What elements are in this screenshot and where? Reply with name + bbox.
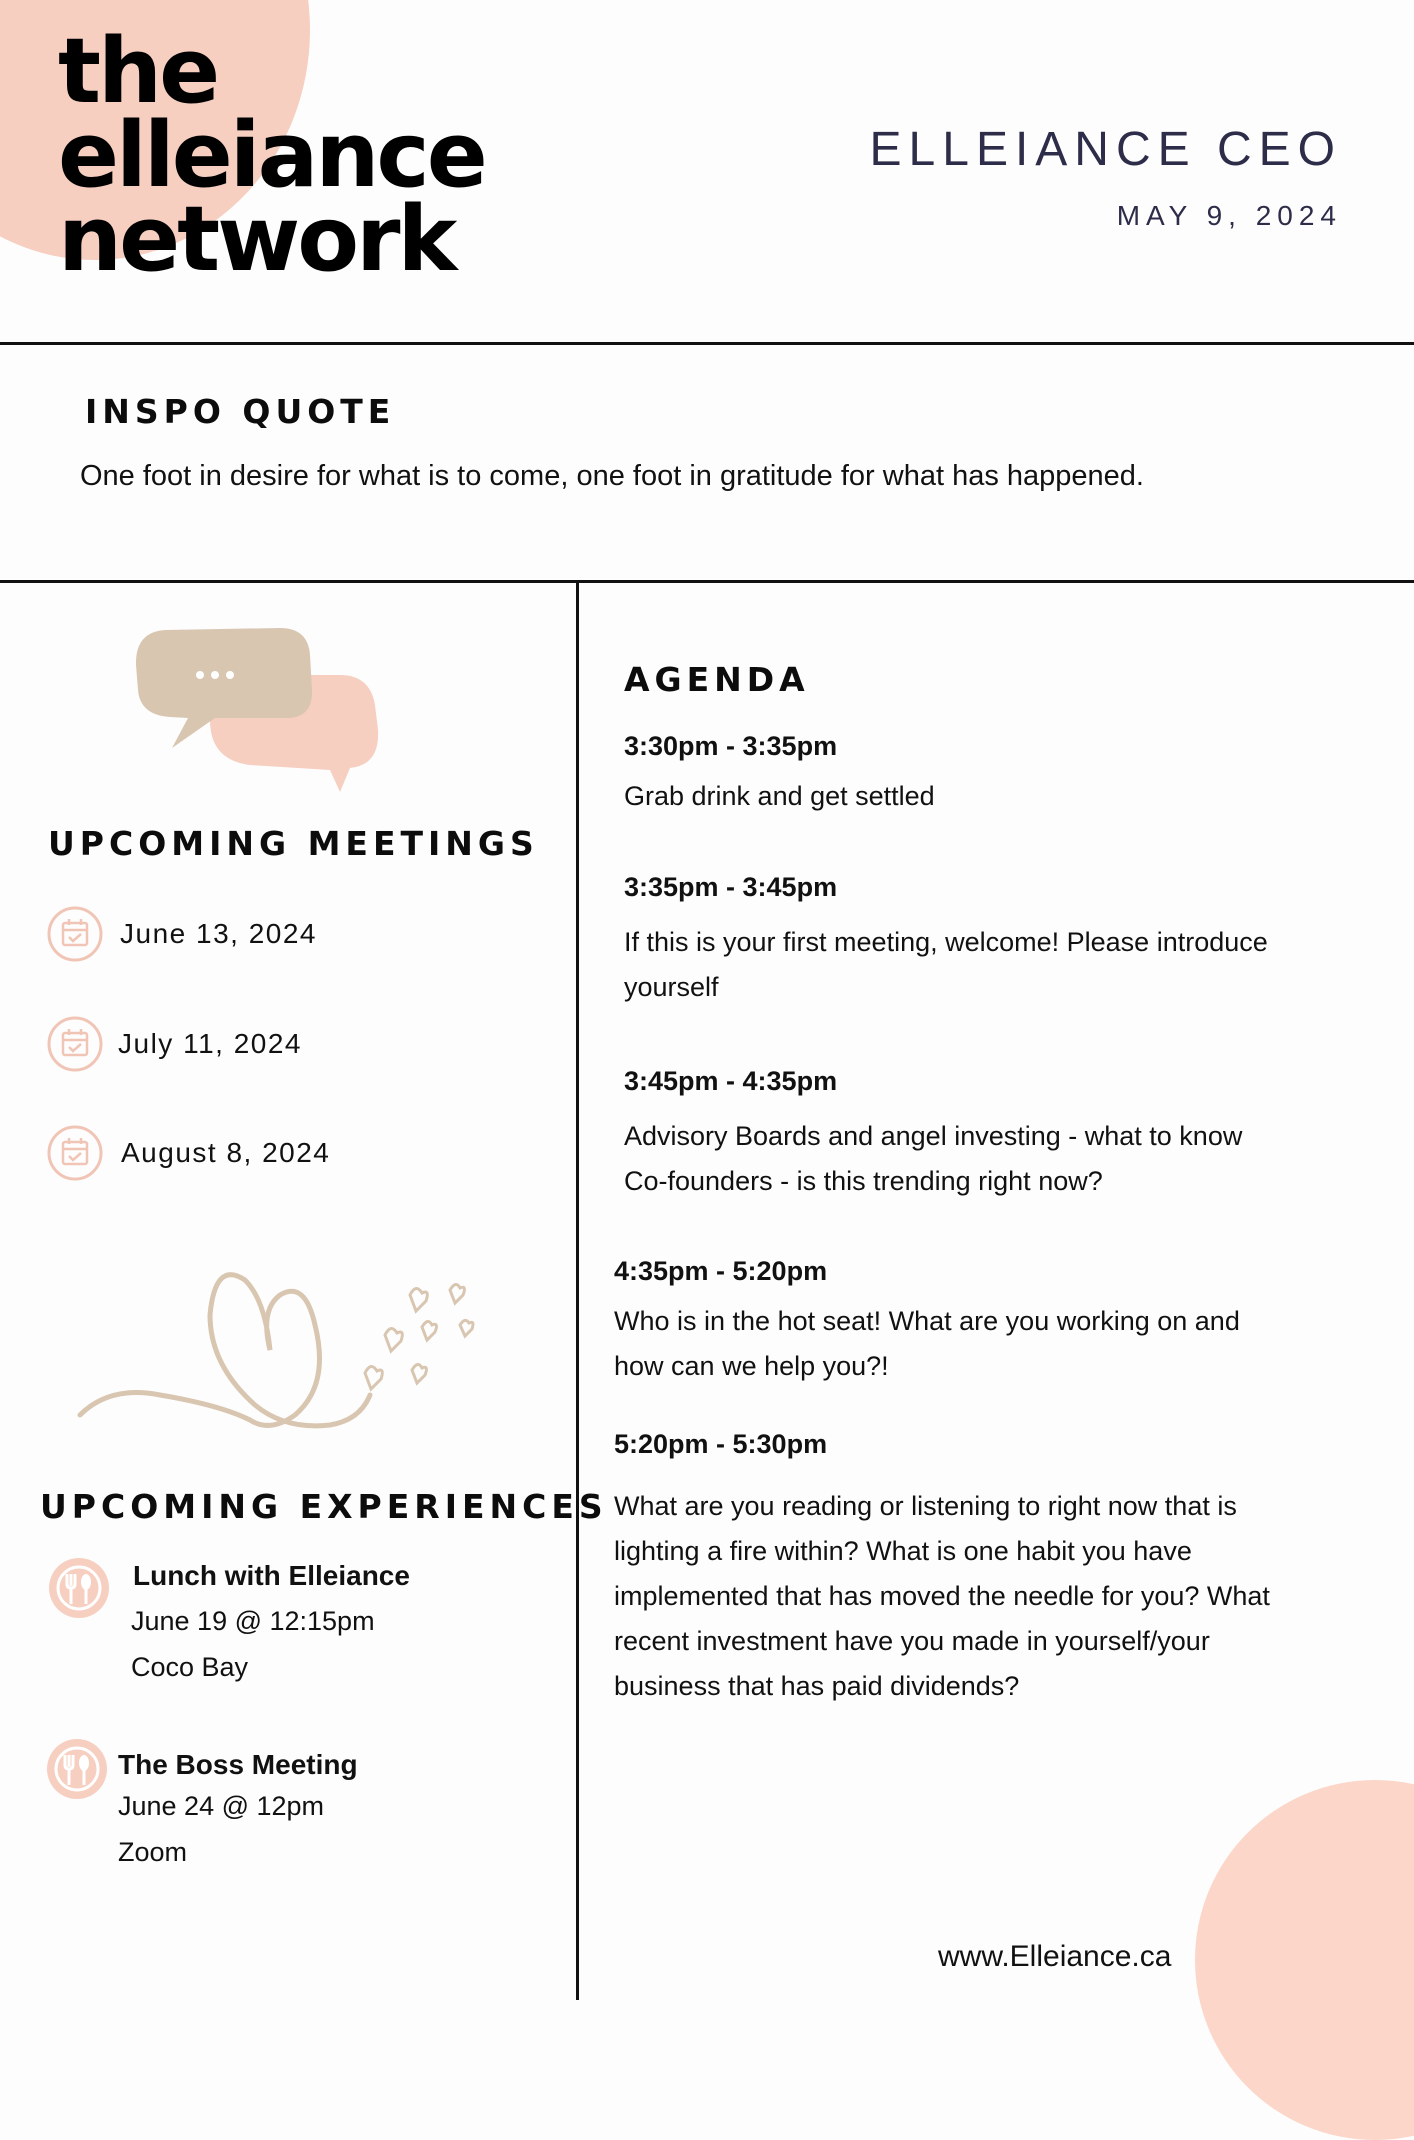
decorative-circle-bottom-right xyxy=(1195,1780,1414,2140)
brand-logo xyxy=(58,19,485,292)
agenda-text-4: Who is in the hot seat! What are you working on and how can we help you?! xyxy=(614,1306,1240,1381)
speech-bubbles-icon xyxy=(130,620,390,795)
experiences-heading: UPCOMING EXPERIENCES xyxy=(40,1487,608,1526)
agenda-text-1: Grab drink and get settled xyxy=(624,781,935,811)
logo-line-3: network xyxy=(58,187,455,292)
agenda-time-5: 5:20pm - 5:30pm xyxy=(614,1429,828,1459)
heart-doodle-icon xyxy=(70,1255,490,1435)
quote-heading: INSPO QUOTE xyxy=(85,392,396,431)
agenda-time-1: 3:30pm - 3:35pm xyxy=(624,731,838,761)
divider-middle xyxy=(0,580,1414,583)
divider-vertical xyxy=(576,582,579,2000)
document-title: ELLEIANCE CEO xyxy=(869,123,1342,176)
agenda-text-5: What are you reading or listening to right now that is lighting a fire within? What is one habit you have implemented that has moved the needle for you? What recent investment have you made in yourself/your business that has paid dividends? xyxy=(614,1491,1270,1701)
calendar-icon xyxy=(47,1125,103,1186)
experience-1-title: Lunch with Elleiance xyxy=(133,1560,410,1591)
logo-line-2: elleiance xyxy=(58,103,485,208)
calendar-icon xyxy=(47,1016,103,1077)
meeting-date-3: August 8, 2024 xyxy=(121,1137,331,1168)
agenda-time-3: 3:45pm - 4:35pm xyxy=(624,1066,838,1096)
agenda-text-3: Advisory Boards and angel investing - what to know Co-founders - is this trending right now? xyxy=(624,1121,1243,1196)
agenda-text-2: If this is your first meeting, welcome! Please introduce yourself xyxy=(624,927,1268,1002)
website-link[interactable]: www.Elleiance.ca xyxy=(938,1940,1172,1973)
quote-text: One foot in desire for what is to come, one foot in gratitude for what has happened. xyxy=(80,460,1144,492)
dining-icon xyxy=(47,1556,111,1625)
divider-top xyxy=(0,342,1414,345)
experience-1-when: June 19 @ 12:15pm xyxy=(131,1606,375,1636)
meeting-date-1: June 13, 2024 xyxy=(120,918,317,949)
agenda-time-2: 3:35pm - 3:45pm xyxy=(624,872,838,902)
logo-line-1: the xyxy=(58,19,218,124)
agenda-heading: AGENDA xyxy=(624,660,810,699)
experience-2-where: Zoom xyxy=(118,1837,188,1867)
meetings-heading: UPCOMING MEETINGS xyxy=(48,824,539,863)
experience-2-title: The Boss Meeting xyxy=(118,1749,358,1780)
document-date: MAY 9, 2024 xyxy=(1116,200,1342,231)
experience-1-where: Coco Bay xyxy=(131,1652,249,1682)
calendar-icon xyxy=(47,906,103,967)
meeting-date-2: July 11, 2024 xyxy=(118,1028,302,1059)
dining-icon xyxy=(45,1737,109,1806)
experience-2-when: June 24 @ 12pm xyxy=(118,1791,325,1821)
agenda-time-4: 4:35pm - 5:20pm xyxy=(614,1256,828,1286)
